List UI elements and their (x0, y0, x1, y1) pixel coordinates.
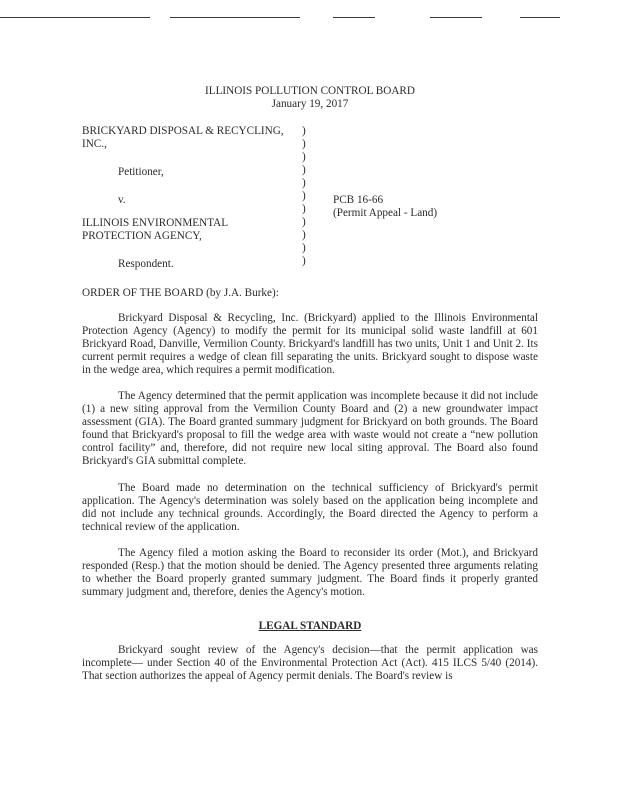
paren: ) (302, 203, 306, 215)
paragraph-2: The Agency determined that the permit application was incomplete because it did not include (1) a new siting approval from the Vermilion County Board and (2) a new groundwater impact assessment (GIA). The Board granted summary judgment for Brickyard on both grounds. The Board found that Brickyard's proposal to fill the wedge area with waste would not create a “new pollution control facility” and, therefore, did not require new local siting approval. The Board also found Brickyard's GIA submittal complete. (82, 390, 538, 467)
order-date: January 19, 2017 (271, 98, 349, 110)
paren: ) (302, 216, 306, 228)
respondent-name-line2: PROTECTION AGENCY, (82, 230, 202, 242)
paren: ) (302, 138, 306, 150)
paragraph-4: The Agency filed a motion asking the Board to reconsider its order (Mot.), and Brickyard responded (Resp.) that the motion should be denied. The Agency presented three arguments relating to whether the Board properly granted summary judgment. The Board finds it properly granted summary judgment and, therefore, denies the Agency's motion. (82, 547, 538, 598)
case-type: (Permit Appeal - Land) (333, 207, 438, 219)
paragraph-1: Brickyard Disposal & Recycling, Inc. (Brickyard) applied to the Illinois Environmental Protection Agency (Agency) to modify the permit for its municipal solid waste landfill at 601 Brickyard Road, Danville, Vermilion County. Brickyard's landfill has two units, Unit 1 and Unit 2. Its current permit requires a wedge of clean fill separating the units. Brickyard sought to dispose waste in the wedge area, which requires a permit modification. (82, 312, 538, 376)
paren: ) (302, 255, 306, 267)
top-rule-2 (170, 17, 300, 18)
top-rule-4 (430, 17, 482, 18)
paren: ) (302, 164, 306, 176)
board-title: ILLINOIS POLLUTION CONTROL BOARD (205, 85, 415, 97)
paren: ) (302, 177, 306, 189)
paren: ) (302, 242, 306, 254)
petitioner-role: Petitioner, (118, 166, 164, 178)
respondent-name-line1: ILLINOIS ENVIRONMENTAL (82, 217, 229, 229)
top-rule-3 (333, 17, 375, 18)
petitioner-name-line2: INC., (82, 138, 107, 150)
versus: v. (118, 194, 126, 206)
top-rule-1 (0, 17, 150, 18)
case-number: PCB 16-66 (333, 194, 384, 206)
respondent-role: Respondent. (118, 258, 174, 270)
order-line: ORDER OF THE BOARD (by J.A. Burke): (82, 287, 279, 299)
paren: ) (302, 229, 306, 241)
petitioner-name-line1: BRICKYARD DISPOSAL & RECYCLING, (82, 125, 284, 137)
section-heading: LEGAL STANDARD (258, 620, 362, 632)
paragraph-3: The Board made no determination on the technical sufficiency of Brickyard's permit application. The Agency's determination was solely based on the application being incomplete and did not include any technical grounds. Accordingly, the Board directed the Agency to perform a technical review of the application. (82, 482, 538, 533)
paren: ) (302, 190, 306, 202)
paragraph-5: Brickyard sought review of the Agency's decision—that the permit application was incomplete— under Section 40 of the Environmental Protection Act (Act). 415 ILCS 5/40 (2014). That section authorizes the appeal of Agency permit denials. The Board's review is (82, 644, 538, 682)
paren: ) (302, 125, 306, 137)
top-rule-5 (520, 17, 560, 18)
paren: ) (302, 151, 306, 163)
